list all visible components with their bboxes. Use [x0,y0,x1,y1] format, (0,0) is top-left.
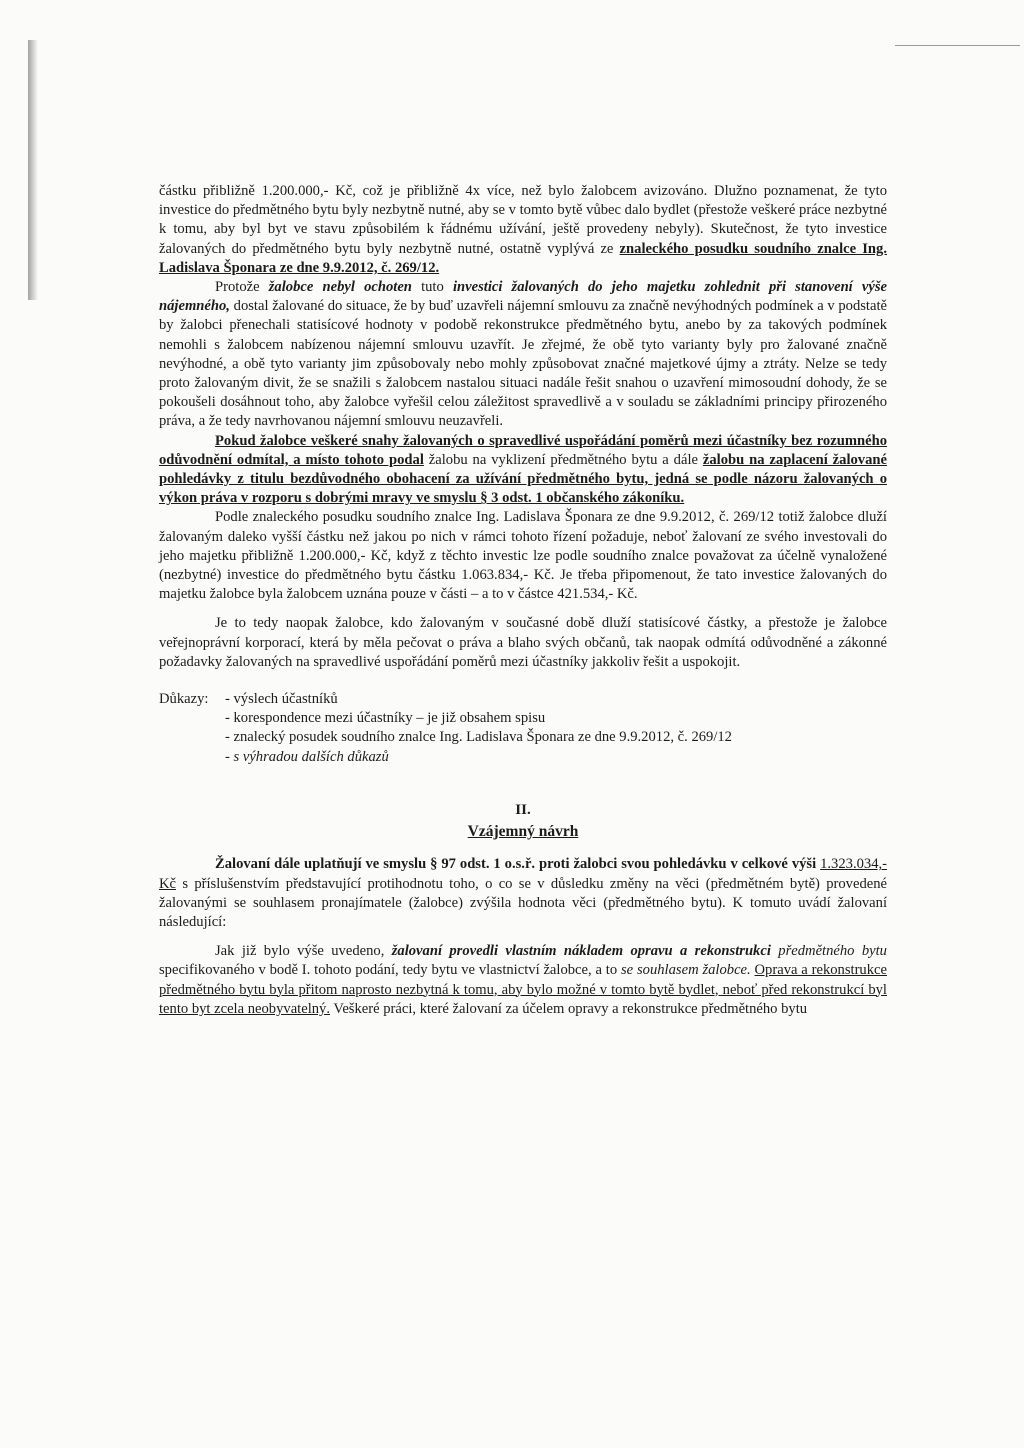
paragraph-3 [159,432,887,509]
paragraph-7-text-a: Jak již bylo výše uvedeno, [215,943,392,960]
paragraph-7-text-i: Veškeré práci, které žalovaní za účelem opravy a rekonstrukce předmětného bytu [330,1000,808,1017]
paragraph-6-amount: 1.323.034,- Kč [159,856,887,892]
paragraph-5: Je to tedy naopak žalobce, kdo žalovaným v současné době dluží statisícové částky, a přestože je žalobce veřejnoprávní korporací, která by měla pečovat o práva a blaho svých občanů, tak naopak odmítá odůvodněné a zákonné požadavky žalovaných na spravedlivé uspořádání poměrů mezi účastníky jakkoliv řešit a uspokojit. [159,615,887,670]
paragraph-1-text: částku přibližně 1.200.000,- Kč, což je přibližně 4x více, než bylo žalobcem avizováno. Dlužno poznamenat, že tyto investice do předmětného bytu byly nezbytně nutné, aby se v tomto bytě vůbec dalo bydlet (přestože veškeré práce nezbytné k tomu, aby byl byt ve stavu způsobilém k řádnému užívání, ještě provedeny nebyly). Skutečnost, že tyto investice žalovaných do předmětného bytu byly nezbytně nutné, ostatně vyplývá ze [159,183,887,257]
paragraph-6-text-c: s příslušenstvím představující protihodnotu toho, o co se v důsledku změny na věci (předmětném bytě) provedené žalovanými se souhlasem pronajímatele (žalobce) zvýšila hodnota věci (předmětného bytu). K tomuto uvádí žalovaní následující: [159,875,887,930]
paragraph-7-italic-d: předmětného bytu [778,943,887,960]
evidence-list [159,690,887,767]
spacer [159,932,887,942]
paragraph-2-emphasis-d: investici žalovaných do jeho majetku zohlednit při stanovení výše nájemného, [159,279,888,315]
paragraph-1 [159,182,887,278]
paragraph-6 [159,855,887,932]
evidence-item-3: - znalecký posudek soudního znalce Ing. Ladislava Šponara ze dne 9.9.2012, č. 269/12 [225,729,732,746]
paragraph-7-underlined-h: Oprava a rekonstrukce předmětného bytu byla přitom naprosto nezbytná k tomu, aby bylo možné v tomto bytě bydlet, neboť před rekonstrukcí byl tento byt zcela neobyvatelný. [159,962,887,1017]
paragraph-3-underlined-a: Pokud žalobce veškeré snahy žalovaných o spravedlivé uspořádání poměrů mezi účastníky bez rozumného odůvodnění odmítal, a místo tohoto podal [159,432,887,468]
paragraph-2-text-e: dostal žalované do situace, že by buď uzavřeli nájemní smlouvu za značně nevýhodných podmínek a v podstatě by žalobci přenechali statisícové hodnoty v podobě rekonstrukce předmětného bytu, anebo by za takových podmínek nemohli s žalobcem nabízenou nájemní smlouvu uzavřít. Je zřejmé, že obě tyto varianty byly pro žalované značně nevýhodné, a obě tyto varianty jim způsobovaly nebo mohly způsobovat značné majetkové újmy a ztráty. Nelze se tedy proto žalovaným divit, že se snažili s žalobcem nastalou situaci nadále řešit snahou o uzavření mimosoudní dohody, že se pokoušeli dosáhnout toho, aby žalobce vyřešil celou záležitost spravedlivě a v souladu se základními principy přirozeného práva, a že tedy navrhovanou nájemní smlouvu neuzavřeli. [159,298,887,430]
paragraph-7-italic-f: se souhlasem žalobce. [621,962,751,979]
evidence-label: Důkazy: [159,691,209,708]
document-page [159,182,887,1019]
evidence-row [159,690,887,709]
evidence-item-1: - výslech účastníků [225,691,338,708]
evidence-item-2: - korespondence mezi účastníky – je již obsahem spisu [225,710,546,727]
paragraph-3-underlined-c: žalobu na zaplacení žalované pohledávky z titulu bezdůvodného obohacení za užívání předmětného bytu, jedná se podle názoru žalovaných o výkon práva v rozporu s dobrými mravy ve smyslu § 3 odst. 1 občanského zákoníku. [159,451,887,507]
paragraph-2-emphasis-b: žalobce nebyl ochoten [268,279,412,296]
paragraph-7-emphasis-b: žalovaní provedli vlastním nákladem opravu a rekonstrukci [391,943,771,960]
spacer [159,604,887,614]
evidence-item-4: - s výhradou dalších důkazů [225,748,389,765]
scan-shadow [28,40,38,300]
paragraph-2-text-c: tuto [411,279,453,296]
paragraph-2-text-a: Protože [215,279,269,296]
section-number: II. [515,801,531,818]
paragraph-7-text-e: specifikovaného v bodě I. tohoto podání, tedy bytu ve vlastnictví žalobce, a to [159,962,621,979]
section-title: Vzájemný návrh [467,823,579,841]
paragraph-3-text-b: žalobu na vyklizení předmětného bytu a dále [423,451,703,468]
scan-line [895,45,1020,46]
paragraph-6-text-a: Žalovaní dále uplatňují ve smyslu § 97 odst. 1 o.s.ř. proti žalobci svou pohledávku v celkové výši [215,856,821,873]
paragraph-2 [159,278,887,432]
paragraph-7 [159,942,887,1019]
paragraph-1-underlined: znaleckého posudku soudního znalce Ing. Ladislava Šponara ze dne 9.9.2012, č. 269/12. [159,240,887,276]
paragraph-4: Podle znaleckého posudku soudního znalce Ing. Ladislava Šponara ze dne 9.9.2012, č. 269/12 totiž žalobce dluží žalovaným daleko vyšší částku než jakou po nich v rámci tohoto řízení požaduje, neboť žalovaní ze svého investovali do jeho majetku přibližně 1.200.000,- Kč, když z těchto investic lze podle soudního znalce považovat za účelně vynaložené (nezbytné) investice do předmětného bytu částku 1.063.834,- Kč. Je třeba připomenout, že tato investice žalovaných do majetku žalobce byla žalobcem uznána pouze v části – a to v částce 421.534,- Kč. [159,509,887,603]
